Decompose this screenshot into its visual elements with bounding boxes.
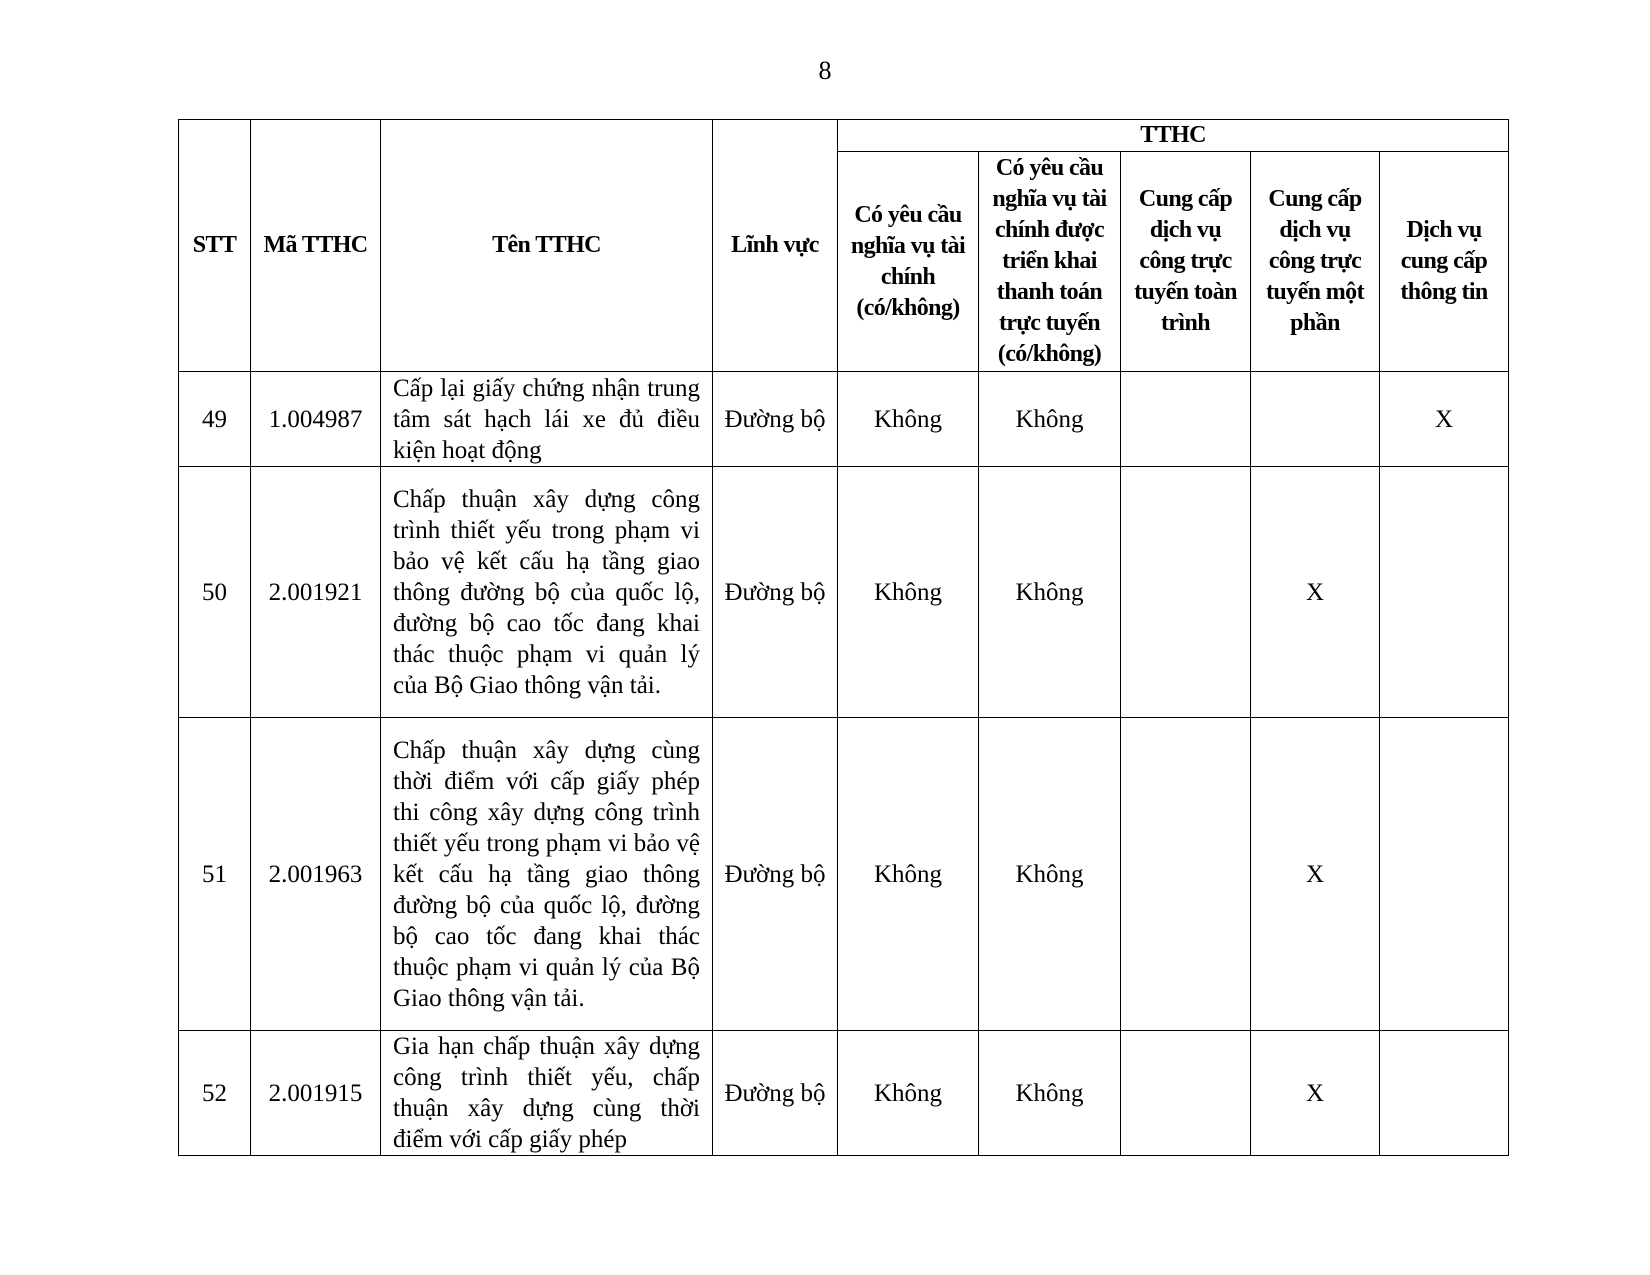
cell-thong-tin bbox=[1380, 718, 1509, 1031]
cell-mot-phan: X bbox=[1251, 1031, 1380, 1156]
cell-thanh-toan-truc-tuyen: Không bbox=[979, 1031, 1121, 1156]
cell-stt: 52 bbox=[179, 1031, 251, 1156]
cell-toan-trinh bbox=[1121, 718, 1251, 1031]
table-row bbox=[179, 718, 1509, 1031]
cell-linh-vuc: Đường bộ bbox=[713, 1031, 838, 1156]
table-row bbox=[179, 372, 1509, 467]
header-stt: STT bbox=[179, 120, 251, 372]
cell-stt: 51 bbox=[179, 718, 251, 1031]
cell-linh-vuc: Đường bộ bbox=[713, 372, 838, 467]
header-ma-tthc: Mã TTHC bbox=[251, 120, 381, 372]
cell-stt: 50 bbox=[179, 467, 251, 718]
cell-nghia-vu-tai-chinh: Không bbox=[838, 718, 979, 1031]
table-row bbox=[179, 1031, 1509, 1156]
cell-ten: Chấp thuận xây dựng công trình thiết yếu trong phạm vi bảo vệ kết cấu hạ tầng giao thông đường bộ của quốc lộ, đường bộ cao tốc đang khai thác thuộc phạm vi quản lý của Bộ Giao thông vận tải. bbox=[381, 467, 713, 718]
cell-toan-trinh bbox=[1121, 1031, 1251, 1156]
cell-ma: 2.001921 bbox=[251, 467, 381, 718]
cell-nghia-vu-tai-chinh: Không bbox=[838, 467, 979, 718]
cell-linh-vuc: Đường bộ bbox=[713, 718, 838, 1031]
cell-stt: 49 bbox=[179, 372, 251, 467]
header-nghia-vu-tai-chinh: Có yêu cầu nghĩa vụ tài chính (có/không) bbox=[838, 152, 979, 372]
cell-thong-tin bbox=[1380, 1031, 1509, 1156]
header-linh-vuc: Lĩnh vực bbox=[713, 120, 838, 372]
cell-ma: 1.004987 bbox=[251, 372, 381, 467]
cell-thanh-toan-truc-tuyen: Không bbox=[979, 372, 1121, 467]
header-mot-phan: Cung cấp dịch vụ công trực tuyến một phần bbox=[1251, 152, 1380, 372]
table-header bbox=[179, 120, 1509, 372]
header-thanh-toan-truc-tuyen: Có yêu cầu nghĩa vụ tài chính được triển khai thanh toán trực tuyến (có/không) bbox=[979, 152, 1121, 372]
cell-toan-trinh bbox=[1121, 372, 1251, 467]
header-toan-trinh: Cung cấp dịch vụ công trực tuyến toàn trình bbox=[1121, 152, 1251, 372]
cell-linh-vuc: Đường bộ bbox=[713, 467, 838, 718]
cell-ten: Gia hạn chấp thuận xây dựng công trình thiết yếu, chấp thuận xây dựng cùng thời điểm với cấp giấy phép bbox=[381, 1031, 713, 1156]
header-row bbox=[179, 120, 1509, 152]
cell-mot-phan: X bbox=[1251, 467, 1380, 718]
cell-thong-tin bbox=[1380, 467, 1509, 718]
cell-mot-phan: X bbox=[1251, 718, 1380, 1031]
header-tthc-group: TTHC bbox=[838, 120, 1509, 152]
tthc-table bbox=[178, 119, 1509, 1156]
cell-ten: Chấp thuận xây dựng cùng thời điểm với cấp giấy phép thi công xây dựng công trình thiết yếu trong phạm vi bảo vệ kết cấu hạ tầng giao thông đường bộ của quốc lộ, đường bộ cao tốc đang khai thác thuộc phạm vi quản lý của Bộ Giao thông vận tải. bbox=[381, 718, 713, 1031]
cell-thanh-toan-truc-tuyen: Không bbox=[979, 467, 1121, 718]
page-number: 8 bbox=[818, 56, 832, 85]
cell-thanh-toan-truc-tuyen: Không bbox=[979, 718, 1121, 1031]
cell-mot-phan bbox=[1251, 372, 1380, 467]
header-thong-tin: Dịch vụ cung cấp thông tin bbox=[1380, 152, 1509, 372]
table-body bbox=[179, 372, 1509, 1156]
cell-ma: 2.001963 bbox=[251, 718, 381, 1031]
table-row bbox=[179, 467, 1509, 718]
header-ten-tthc: Tên TTHC bbox=[381, 120, 713, 372]
cell-nghia-vu-tai-chinh: Không bbox=[838, 372, 979, 467]
cell-nghia-vu-tai-chinh: Không bbox=[838, 1031, 979, 1156]
cell-thong-tin: X bbox=[1380, 372, 1509, 467]
cell-ten: Cấp lại giấy chứng nhận trung tâm sát hạch lái xe đủ điều kiện hoạt động bbox=[381, 372, 713, 467]
cell-ma: 2.001915 bbox=[251, 1031, 381, 1156]
cell-toan-trinh bbox=[1121, 467, 1251, 718]
